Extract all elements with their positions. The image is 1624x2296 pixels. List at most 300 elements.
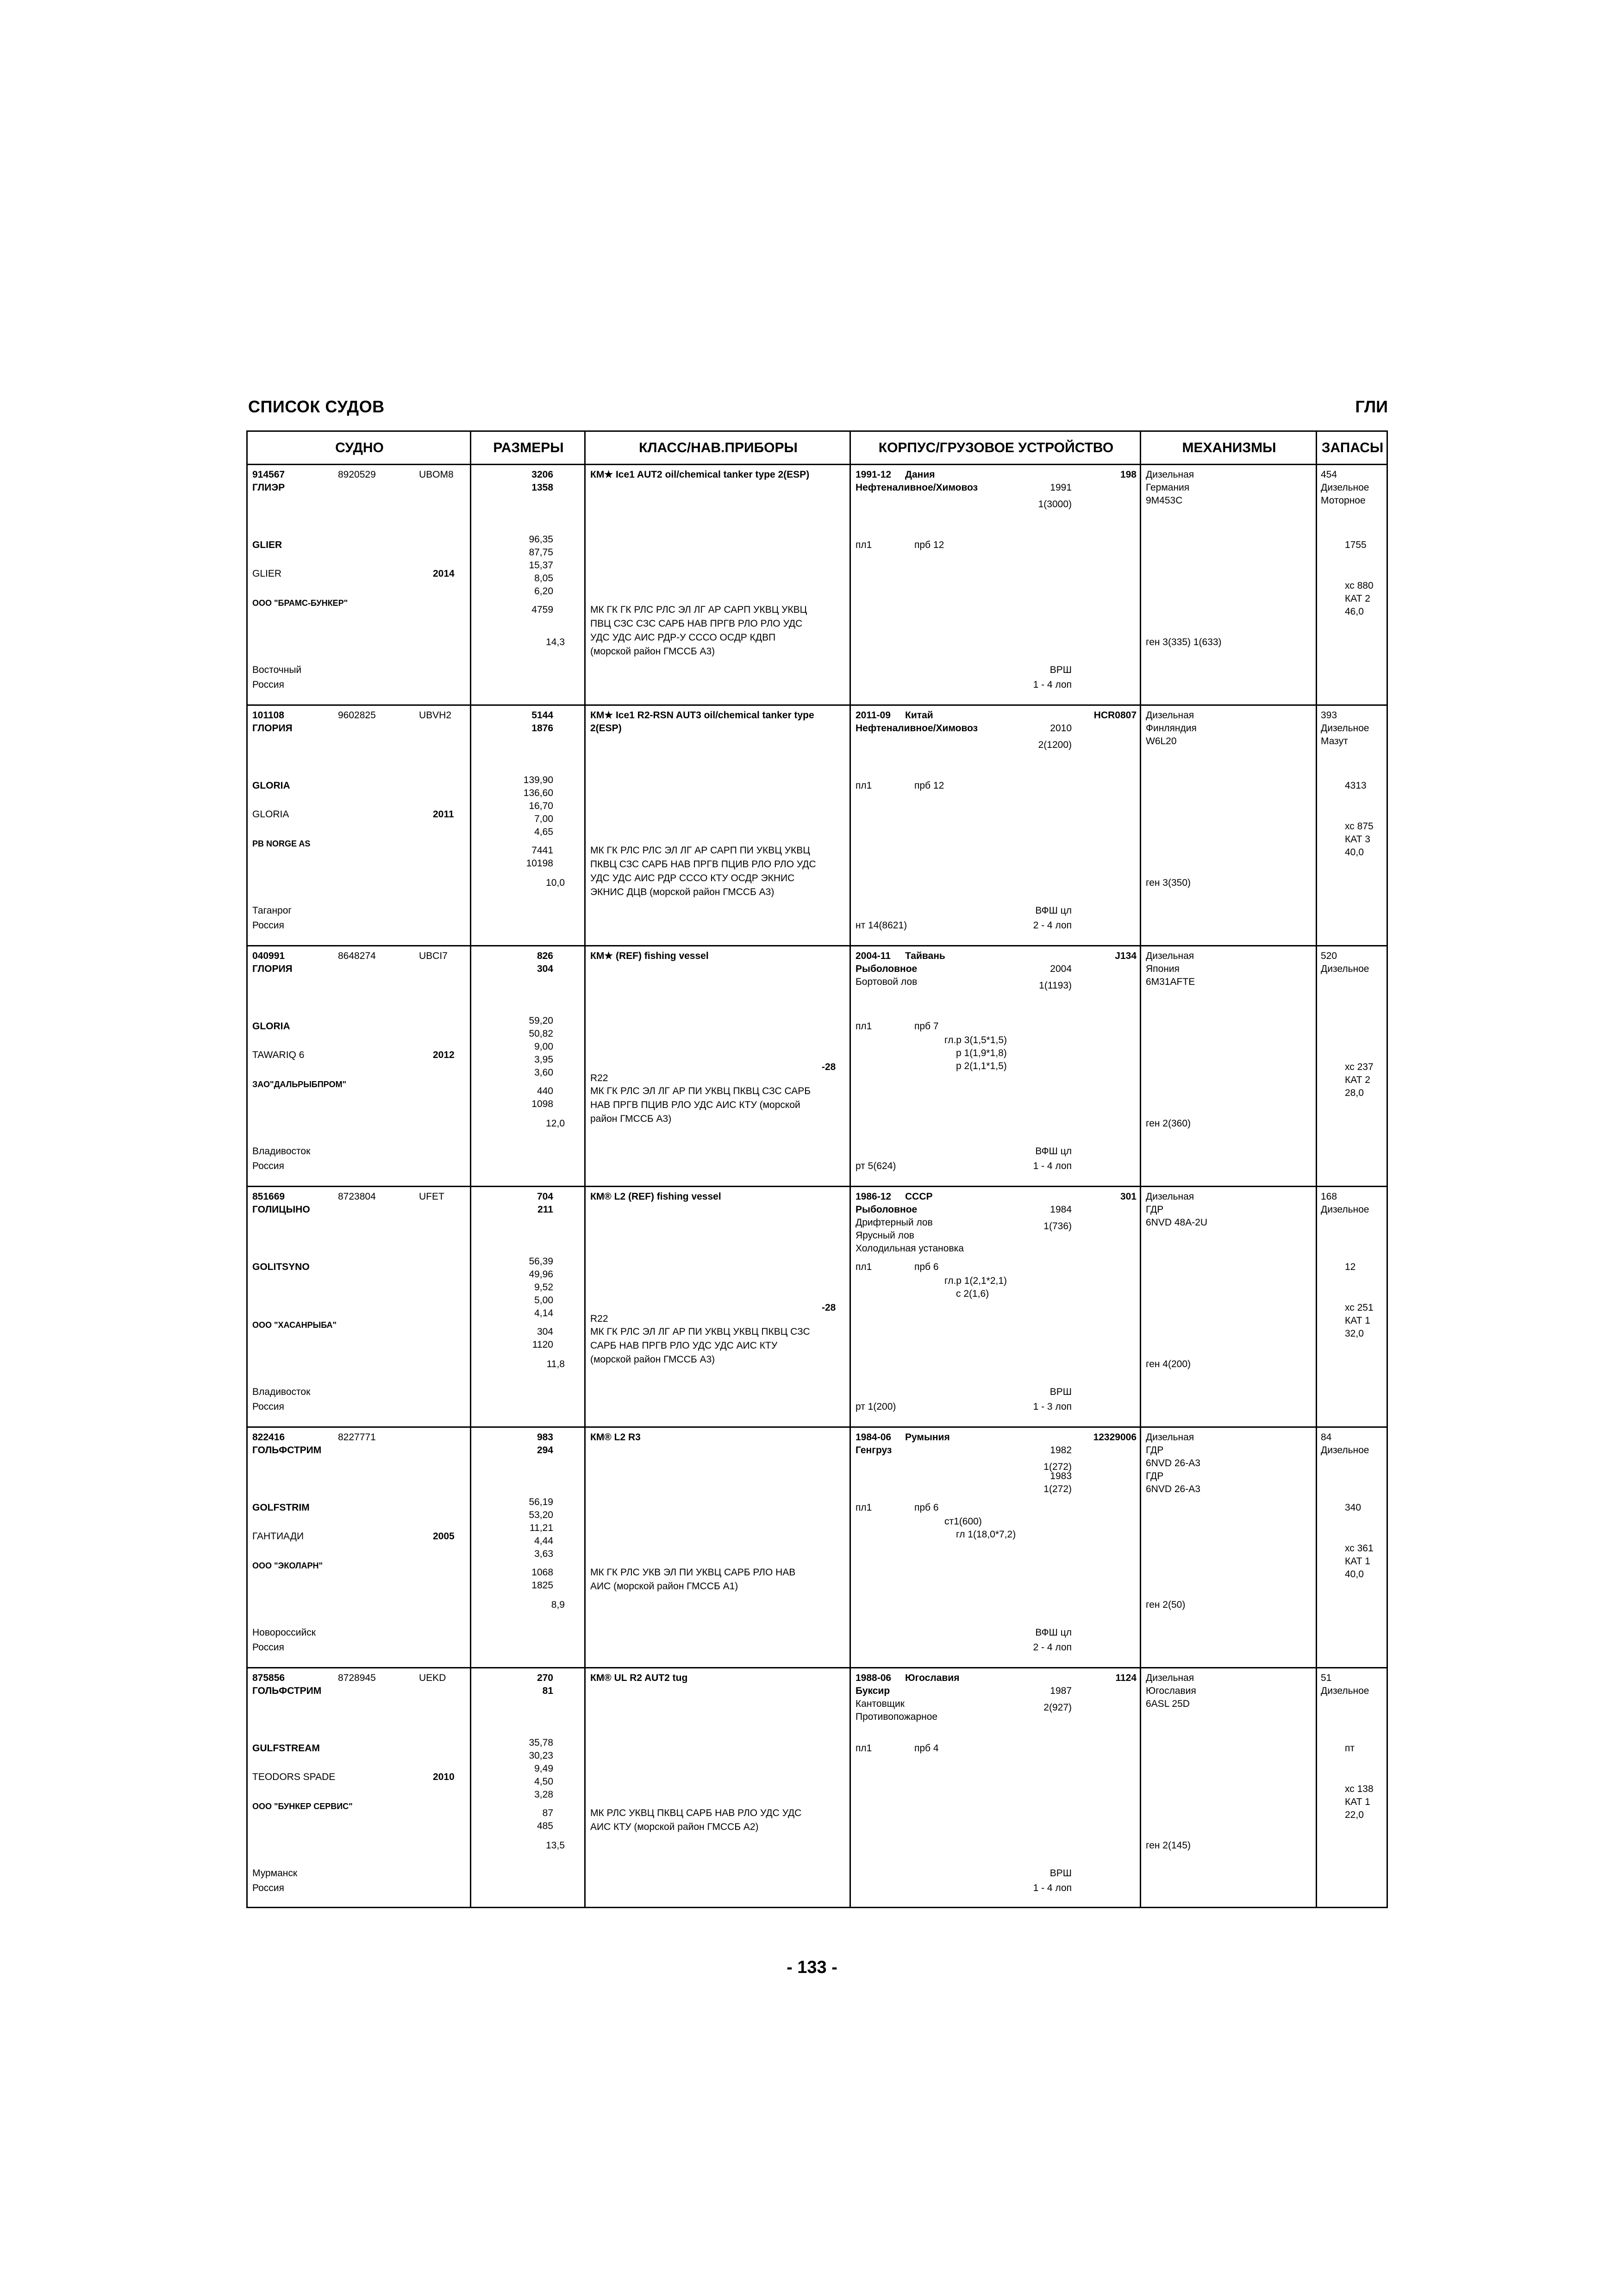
registry-number: 914567 xyxy=(252,469,285,480)
propeller: ВРШ xyxy=(1049,665,1072,675)
ship-name-latin: GLORIA xyxy=(252,1021,290,1032)
engine-country: Югославия xyxy=(1146,1686,1196,1696)
cargo-gear-2: гл 1(18,0*7,2) xyxy=(956,1529,1016,1540)
build-country: СССР xyxy=(905,1191,933,1202)
deadweight-secondary: 1098 xyxy=(531,1099,553,1109)
dimension-value: 4,14 xyxy=(534,1308,553,1319)
deadweight: 1068 xyxy=(531,1567,553,1578)
crew-capacity: хс 237 xyxy=(1345,1062,1374,1072)
ship-type-3: Ярусный лов xyxy=(856,1230,914,1241)
ship-entry xyxy=(248,465,1387,706)
ship-name: ГЛОРИЯ xyxy=(252,723,293,734)
fuel-capacity: 520 xyxy=(1321,951,1337,961)
imo-number: 8728945 xyxy=(338,1673,376,1683)
engine-power: 2(927) xyxy=(1043,1702,1072,1713)
boat-category: КАТ 2 xyxy=(1345,1075,1370,1085)
nav-equipment-line: МК ГК РЛС РЛС ЭЛ ЛГ АР САРП ПИ УКВЦ УКВЦ xyxy=(590,845,810,856)
engine-model: 6NVD 48A-2U xyxy=(1146,1217,1208,1228)
boat-value: 40,0 xyxy=(1345,1569,1364,1580)
engine-model: 6M31AFTE xyxy=(1146,977,1195,987)
yard-number: HCR0807 xyxy=(1093,710,1137,721)
home-port: Мурманск xyxy=(252,1868,298,1879)
ship-type-3: Противопожарное xyxy=(856,1711,938,1722)
yard-number: J134 xyxy=(1115,951,1137,961)
dimension-value: 53,20 xyxy=(529,1510,553,1520)
propeller-blades: 1 - 4 лоп xyxy=(1033,679,1072,690)
home-port: Таганрог xyxy=(252,905,292,916)
nav-equipment-line: район ГМССБ А3) xyxy=(590,1114,672,1124)
ship-entry xyxy=(248,1428,1387,1668)
call-sign: UBVH2 xyxy=(419,710,452,721)
column-header-machinery: МЕХАНИЗМЫ xyxy=(1182,440,1276,455)
flag-country: Россия xyxy=(252,1642,284,1653)
dimension-value: 5,00 xyxy=(534,1295,553,1306)
engine-year-2: 1983 xyxy=(1050,1471,1072,1481)
registry-number: 040991 xyxy=(252,951,285,961)
build-country: Югославия xyxy=(905,1673,960,1683)
generators: ген 2(145) xyxy=(1146,1840,1191,1851)
build-date: 2011-09 xyxy=(856,710,891,721)
previous-name-year: 2011 xyxy=(433,809,454,820)
build-date: 1988-06 xyxy=(856,1673,892,1683)
imo-number: 9602825 xyxy=(338,710,376,721)
deadweight: 87 xyxy=(542,1808,553,1818)
ship-type-4: Холодильная установка xyxy=(856,1243,964,1254)
boat-value: 46,0 xyxy=(1345,606,1364,617)
fuel-type: Дизельное xyxy=(1321,482,1369,493)
section-code: ГЛИ xyxy=(1355,397,1388,416)
boat-value: 28,0 xyxy=(1345,1088,1364,1098)
registry-number: 822416 xyxy=(252,1432,285,1443)
dimension-value: 7,00 xyxy=(534,814,553,824)
owner: PB NORGE AS xyxy=(252,839,311,848)
crew-capacity: хс 251 xyxy=(1345,1302,1374,1313)
deadweight: 7441 xyxy=(531,845,553,856)
owner: ООО "БУНКЕР СЕРВИС" xyxy=(252,1802,353,1811)
deck-count: пл1 xyxy=(856,1502,872,1513)
ship-entry xyxy=(248,1187,1387,1428)
engine-year: 2010 xyxy=(1050,723,1072,734)
yard-number: 198 xyxy=(1120,469,1137,480)
call-sign: UBOM8 xyxy=(419,469,454,480)
ship-type: Буксир xyxy=(856,1686,890,1696)
ship-name: ГОЛЬФСТРИМ xyxy=(252,1686,322,1696)
previous-name: ГАНТИАДИ xyxy=(252,1531,304,1542)
column-header-ship: СУДНО xyxy=(335,440,384,455)
engine-power: 1(1193) xyxy=(1039,980,1072,991)
gross-tonnage: 5144 xyxy=(531,710,553,721)
engine-country: ГДР xyxy=(1146,1204,1164,1215)
dimension-value: 56,19 xyxy=(529,1497,553,1507)
build-country: Дания xyxy=(905,469,935,480)
propeller: ВФШ цл xyxy=(1035,1146,1072,1157)
call-sign: UBCI7 xyxy=(419,951,448,961)
net-tonnage: 304 xyxy=(537,964,553,974)
build-date: 1986-12 xyxy=(856,1191,892,1202)
page-number: - 133 - xyxy=(787,1958,837,1977)
ship-name: ГЛИЭР xyxy=(252,482,285,493)
engine-model: 9М453С xyxy=(1146,495,1183,506)
generators: ген 2(50) xyxy=(1146,1599,1186,1610)
ship-name-latin: GOLITSYNO xyxy=(252,1262,310,1272)
dimension-value: 87,75 xyxy=(529,547,553,558)
dimension-value: 3,95 xyxy=(534,1054,553,1065)
yard-number: 12329006 xyxy=(1093,1432,1137,1443)
dimension-value: 136,60 xyxy=(523,788,553,798)
previous-name: TAWARIQ 6 xyxy=(252,1050,305,1060)
engine-type: Дизельная xyxy=(1146,1673,1194,1683)
flag-country: Россия xyxy=(252,1401,284,1412)
dimension-value: 9,52 xyxy=(534,1282,553,1293)
dimension-value: 15,37 xyxy=(529,560,553,571)
dimension-value: 50,82 xyxy=(529,1028,553,1039)
dimension-value: 16,70 xyxy=(529,801,553,811)
fuel-capacity: 84 xyxy=(1321,1432,1332,1443)
build-country: Тайвань xyxy=(905,951,945,961)
bulkheads: прб 12 xyxy=(914,780,944,791)
engine-country: Япония xyxy=(1146,964,1180,974)
bulkheads: прб 6 xyxy=(914,1502,939,1513)
nav-equipment-line: АИС КТУ (морской район ГМССБ А2) xyxy=(590,1822,759,1832)
nav-equipment-line: (морской район ГМССБ А3) xyxy=(590,1354,715,1365)
nav-equipment-line: УДС УДС АИС РДР-У СССО ОСДР КДВП xyxy=(590,632,776,643)
nav-equipment-line: МК ГК ГК РЛС РЛС ЭЛ ЛГ АР САРП УКВЦ УКВЦ xyxy=(590,604,807,615)
propeller: ВРШ xyxy=(1049,1868,1072,1879)
cargo-gear: ст1(600) xyxy=(944,1516,982,1527)
dimension-value: 56,39 xyxy=(529,1256,553,1267)
engine-year: 1984 xyxy=(1050,1204,1072,1215)
ship-type: Генгруз xyxy=(856,1445,892,1456)
class-notation: КМ★ Ice1 R2-RSN AUT3 oil/chemical tanker type xyxy=(590,710,814,721)
engine-year: 1991 xyxy=(1050,482,1072,493)
ship-type: Нефтеналивное/Химовоз xyxy=(856,723,978,734)
nav-equipment-line: МК ГК РЛС ЭЛ ЛГ АР ПИ УКВЦ ПКВЦ СЗС САРБ xyxy=(590,1086,811,1096)
imo-number: 8723804 xyxy=(338,1191,376,1202)
net-tonnage: 211 xyxy=(537,1204,553,1215)
deadweight: 4759 xyxy=(531,604,553,615)
dimension-value: 35,78 xyxy=(529,1737,553,1748)
owner: ООО "ЭКОЛАРН" xyxy=(252,1561,323,1570)
water-capacity: 4313 xyxy=(1345,780,1367,791)
ship-type-2: Дрифтерный лов xyxy=(856,1217,933,1228)
speed: 12,0 xyxy=(546,1118,565,1129)
engine-type: Дизельная xyxy=(1146,951,1194,961)
ship-name: ГОЛЬФСТРИМ xyxy=(252,1445,322,1456)
dimension-value: 139,90 xyxy=(523,775,553,785)
engine-year: 2004 xyxy=(1050,964,1072,974)
fuel-type: Дизельное xyxy=(1321,723,1369,734)
ship-name-latin: GLIER xyxy=(252,540,282,550)
previous-name-year: 2012 xyxy=(433,1050,455,1060)
engine-model: 6ASL 25D xyxy=(1146,1699,1190,1709)
previous-name: TEODORS SPADE xyxy=(252,1772,336,1782)
dimension-value: 8,05 xyxy=(534,573,553,584)
cargo-gear: гл.р 1(2,1*2,1) xyxy=(944,1276,1007,1286)
dimension-value: 30,23 xyxy=(529,1750,553,1761)
class-notation: КМ® L2 R3 xyxy=(590,1432,641,1443)
speed: 10,0 xyxy=(546,877,565,888)
deadweight: 440 xyxy=(537,1086,553,1096)
previous-name-year: 2014 xyxy=(433,568,455,579)
nav-equipment-line: (морской район ГМССБ А3) xyxy=(590,646,715,657)
boat-category: КАТ 3 xyxy=(1345,834,1370,845)
engine-power: 2(1200) xyxy=(1038,740,1072,750)
engine-power: 1(736) xyxy=(1043,1221,1072,1232)
owner: ООО "БРАМС-БУНКЕР" xyxy=(252,598,348,608)
gross-tonnage: 826 xyxy=(537,951,553,961)
ship-type: Рыболовное xyxy=(856,1204,918,1215)
ship-name-latin: GULFSTREAM xyxy=(252,1743,320,1754)
build-date: 1991-12 xyxy=(856,469,892,480)
call-sign: UEKD xyxy=(419,1673,446,1683)
net-tonnage: 1876 xyxy=(531,723,553,734)
crew-capacity: хс 361 xyxy=(1345,1543,1374,1554)
speed: 11,8 xyxy=(546,1359,565,1369)
ship-entry xyxy=(248,946,1387,1187)
fuel-type: Дизельное xyxy=(1321,1686,1369,1696)
dimension-value: 9,49 xyxy=(534,1763,553,1774)
engine-power: 1(3000) xyxy=(1038,499,1072,510)
engine-country: Финляндия xyxy=(1146,723,1197,734)
class-notation: КМ★ (REF) fishing vessel xyxy=(590,951,709,961)
cargo-extra: рт 5(624) xyxy=(856,1161,896,1171)
ship-entry xyxy=(248,706,1387,946)
deadweight-secondary: 1825 xyxy=(531,1580,553,1591)
engine-year: 1987 xyxy=(1050,1686,1072,1696)
nav-equipment-line: МК ГК РЛС УКВ ЭЛ ПИ УКВЦ САРБ РЛО НАВ xyxy=(590,1567,796,1578)
boat-category: КАТ 2 xyxy=(1345,593,1370,604)
boat-value: 40,0 xyxy=(1345,847,1364,858)
bulkheads: прб 6 xyxy=(914,1262,939,1272)
cargo-gear-2: р 1(1,9*1,8) xyxy=(956,1048,1007,1058)
nav-equipment-line: МК ГК РЛС ЭЛ ЛГ АР ПИ УКВЦ УКВЦ ПКВЦ СЗС xyxy=(590,1326,810,1337)
engine-year: 1982 xyxy=(1050,1445,1072,1456)
engine-type: Дизельная xyxy=(1146,1432,1194,1443)
boat-value: 32,0 xyxy=(1345,1328,1364,1339)
deadweight-secondary: 1120 xyxy=(532,1339,553,1350)
registry-number: 875856 xyxy=(252,1673,285,1683)
imo-number: 8648274 xyxy=(338,951,376,961)
water-capacity: пт xyxy=(1345,1743,1355,1754)
bulkheads: прб 12 xyxy=(914,540,944,550)
engine-type: Дизельная xyxy=(1146,1191,1194,1202)
ship-type: Нефтеналивное/Химовоз xyxy=(856,482,978,493)
refrigeration-temp: -28 xyxy=(822,1062,836,1072)
boat-category: КАТ 1 xyxy=(1345,1556,1370,1567)
flag-country: Россия xyxy=(252,679,284,690)
flag-country: Россия xyxy=(252,1883,284,1893)
crew-capacity: хс 880 xyxy=(1345,580,1374,591)
dimension-value: 6,20 xyxy=(534,586,553,597)
owner: ООО "ХАСАНРЫБА" xyxy=(252,1320,337,1330)
previous-name-year: 2010 xyxy=(433,1772,455,1782)
nav-equipment-line: САРБ НАВ ПРГВ РЛО УДС УДС АИС КТУ xyxy=(590,1340,778,1351)
engine-model-2: 6NVD 26-A3 xyxy=(1146,1484,1200,1494)
dimension-value: 3,63 xyxy=(534,1549,553,1559)
yard-number: 301 xyxy=(1120,1191,1137,1202)
nav-equipment-line: НАВ ПРГВ ПЦИВ РЛО УДС АИС КТУ (морской xyxy=(590,1100,800,1110)
deadweight-secondary: 10198 xyxy=(526,858,553,869)
registry-number: 851669 xyxy=(252,1191,285,1202)
column-header-dimensions: РАЗМЕРЫ xyxy=(493,440,564,455)
propeller: ВРШ xyxy=(1049,1387,1072,1397)
ship-name-latin: GLORIA xyxy=(252,780,290,791)
generators: ген 3(350) xyxy=(1146,877,1191,888)
fuel-type: Дизельное xyxy=(1321,1445,1369,1456)
nav-equipment-line: УДС УДС АИС РДР СССО КТУ ОСДР ЭКНИС xyxy=(590,873,795,884)
dimension-value: 49,96 xyxy=(529,1269,553,1280)
dimension-value: 9,00 xyxy=(534,1041,553,1052)
registry-number: 101108 xyxy=(252,710,284,721)
dimension-value: 4,65 xyxy=(534,827,553,837)
cargo-gear: гл.р 3(1,5*1,5) xyxy=(944,1035,1007,1045)
previous-name: GLIER xyxy=(252,568,282,579)
call-sign: UFET xyxy=(419,1191,444,1202)
dimension-value: 4,44 xyxy=(534,1536,553,1546)
gross-tonnage: 983 xyxy=(537,1432,553,1443)
deck-count: пл1 xyxy=(856,1021,872,1032)
crew-capacity: хс 138 xyxy=(1345,1784,1374,1794)
speed: 13,5 xyxy=(546,1840,565,1851)
fuel-capacity: 168 xyxy=(1321,1191,1337,1202)
water-capacity: 1755 xyxy=(1345,540,1367,550)
propeller-blades: 2 - 4 лоп xyxy=(1033,1642,1072,1653)
nav-equipment-line: ПКВЦ СЗС САРБ НАВ ПРГВ ПЦИВ РЛО РЛО УДС xyxy=(590,859,816,870)
build-country: Китай xyxy=(905,710,933,721)
generators: ген 2(360) xyxy=(1146,1118,1191,1129)
deck-count: пл1 xyxy=(856,780,872,791)
home-port: Восточный xyxy=(252,665,302,675)
cargo-gear-2: с 2(1,6) xyxy=(956,1288,989,1299)
radio-category: R22 xyxy=(590,1073,608,1083)
net-tonnage: 294 xyxy=(537,1445,553,1456)
ship-name: ГЛОРИЯ xyxy=(252,964,293,974)
nav-equipment-line: ЭКНИС ДЦВ (морской район ГМССБ А3) xyxy=(590,887,775,897)
nav-equipment-line: МК РЛС УКВЦ ПКВЦ САРБ НАВ РЛО УДС УДС xyxy=(590,1808,802,1818)
boat-category: КАТ 1 xyxy=(1345,1315,1370,1326)
generators: ген 3(335) 1(633) xyxy=(1146,637,1222,647)
propeller-blades: 1 - 4 лоп xyxy=(1033,1883,1072,1893)
home-port: Новороссийск xyxy=(252,1627,316,1638)
deadweight-secondary: 485 xyxy=(537,1821,553,1831)
column-header-hull: КОРПУС/ГРУЗОВОЕ УСТРОЙСТВО xyxy=(878,440,1114,455)
class-notation: КМ® UL R2 AUT2 tug xyxy=(590,1673,688,1683)
propeller-blades: 1 - 3 лоп xyxy=(1033,1401,1072,1412)
deadweight: 304 xyxy=(537,1326,553,1337)
propeller: ВФШ цл xyxy=(1035,905,1072,916)
previous-name: GLORIA xyxy=(252,809,289,820)
previous-name-year: 2005 xyxy=(433,1531,455,1542)
ship-entry xyxy=(248,1668,1387,1907)
engine-model: W6L20 xyxy=(1146,736,1177,747)
refrigeration-temp: -28 xyxy=(822,1302,836,1313)
flag-country: Россия xyxy=(252,1161,284,1171)
dimension-value: 3,28 xyxy=(534,1789,553,1800)
bulkheads: прб 7 xyxy=(914,1021,939,1032)
cargo-extra: рт 1(200) xyxy=(856,1401,896,1412)
list-title: СПИСОК СУДОВ xyxy=(248,397,385,416)
fuel-capacity: 393 xyxy=(1321,710,1337,721)
dimension-value: 3,60 xyxy=(534,1067,553,1078)
column-header-class: КЛАСС/НАВ.ПРИБОРЫ xyxy=(639,440,798,455)
engine-country: ГДР xyxy=(1146,1445,1164,1456)
fuel-type-2: Мазут xyxy=(1321,736,1348,747)
column-header-stores: ЗАПАСЫ xyxy=(1321,440,1384,455)
yard-number: 1124 xyxy=(1115,1673,1137,1683)
dimension-value: 4,50 xyxy=(534,1776,553,1787)
build-country: Румыния xyxy=(905,1432,950,1443)
speed: 8,9 xyxy=(551,1599,565,1610)
fuel-capacity: 51 xyxy=(1321,1673,1332,1683)
engine-type: Дизельная xyxy=(1146,469,1194,480)
gross-tonnage: 704 xyxy=(537,1191,553,1202)
ship-type-2: Кантовщик xyxy=(856,1699,905,1709)
dimension-value: 59,20 xyxy=(529,1015,553,1026)
fuel-capacity: 454 xyxy=(1321,469,1337,480)
net-tonnage: 1358 xyxy=(531,482,553,493)
engine-type: Дизельная xyxy=(1146,710,1194,721)
deck-count: пл1 xyxy=(856,540,872,550)
ship-name-latin: GOLFSTRIM xyxy=(252,1502,310,1513)
fuel-type: Дизельное xyxy=(1321,1204,1369,1215)
net-tonnage: 81 xyxy=(542,1686,553,1696)
dimension-value: 96,35 xyxy=(529,534,553,545)
boat-value: 22,0 xyxy=(1345,1810,1364,1820)
gross-tonnage: 270 xyxy=(537,1673,553,1683)
build-date: 1984-06 xyxy=(856,1432,892,1443)
engine-model: 6NVD 26-A3 xyxy=(1146,1458,1200,1468)
deck-count: пл1 xyxy=(856,1743,872,1754)
propeller: ВФШ цл xyxy=(1035,1627,1072,1638)
engine-country-2: ГДР xyxy=(1146,1471,1164,1481)
imo-number: 8227771 xyxy=(338,1432,376,1443)
ship-type: Рыболовное xyxy=(856,964,918,974)
fuel-type: Дизельное xyxy=(1321,964,1369,974)
nav-equipment-line: АИС (морской район ГМССБ А1) xyxy=(590,1581,738,1592)
water-capacity: 12 xyxy=(1345,1262,1356,1272)
speed: 14,3 xyxy=(546,637,565,647)
propeller-blades: 1 - 4 лоп xyxy=(1033,1161,1072,1171)
engine-power-2: 1(272) xyxy=(1043,1484,1072,1494)
deck-count: пл1 xyxy=(856,1262,872,1272)
bulkheads: прб 4 xyxy=(914,1743,939,1754)
gross-tonnage: 3206 xyxy=(531,469,553,480)
flag-country: Россия xyxy=(252,920,284,931)
home-port: Владивосток xyxy=(252,1146,311,1157)
nav-equipment-line: ПВЦ СЗС СЗС САРБ НАВ ПРГВ РЛО РЛО УДС xyxy=(590,618,803,629)
home-port: Владивосток xyxy=(252,1387,311,1397)
imo-number: 8920529 xyxy=(338,469,376,480)
generators: ген 4(200) xyxy=(1146,1359,1191,1369)
engine-country: Германия xyxy=(1146,482,1190,493)
fuel-type-2: Моторное xyxy=(1321,495,1366,506)
ship-type-2: Бортовой лов xyxy=(856,977,918,987)
ship-name: ГОЛИЦЫНО xyxy=(252,1204,310,1215)
class-notation: КМ★ Ice1 AUT2 oil/chemical tanker type 2(ESP) xyxy=(590,469,810,480)
dimension-value: 11,21 xyxy=(530,1523,553,1533)
radio-category: R22 xyxy=(590,1313,608,1324)
water-capacity: 340 xyxy=(1345,1502,1362,1513)
owner: ЗАО"ДАЛЬРЫБПРОМ" xyxy=(252,1080,346,1089)
propeller-blades: 2 - 4 лоп xyxy=(1033,920,1072,931)
crew-capacity: хс 875 xyxy=(1345,821,1374,832)
cargo-extra: нт 14(8621) xyxy=(856,920,907,931)
engine-power: 1(272) xyxy=(1043,1462,1072,1472)
cargo-gear-3: р 2(1,1*1,5) xyxy=(956,1061,1007,1071)
boat-category: КАТ 1 xyxy=(1345,1797,1370,1807)
class-notation: КМ® L2 (REF) fishing vessel xyxy=(590,1191,721,1202)
ship-register-table xyxy=(246,430,1388,1908)
